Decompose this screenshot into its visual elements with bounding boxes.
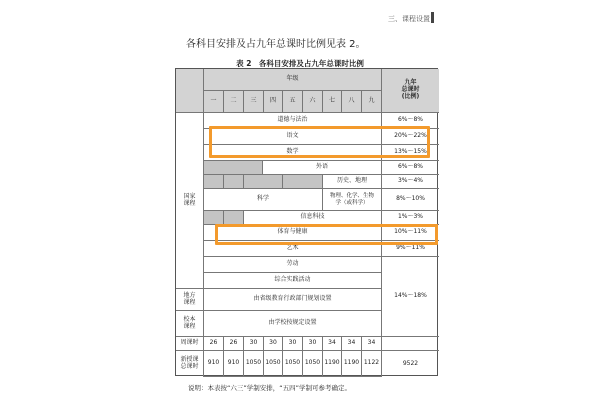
subject-moral: 道德与法治: [204, 113, 382, 129]
footnote: 说明：本表按“六三”学制安排，“五四”学制可参考确定。: [188, 384, 351, 392]
gray-it-1: [204, 211, 224, 225]
gray-g1: [204, 175, 224, 189]
weekly-label: 周课时: [176, 337, 204, 351]
weekly-cell: 34: [323, 337, 342, 351]
subject-foreign: 外语: [263, 161, 382, 175]
school-label: 校本 课程: [176, 311, 204, 337]
weekly-cell: 30: [244, 337, 264, 351]
ratio-history-geo: 3%～4%: [382, 175, 439, 189]
grade-cell: 四: [264, 91, 283, 113]
total-cell: 1190: [342, 351, 362, 377]
local-label: 地方 课程: [176, 289, 204, 311]
subject-school: 由学校按规定设置: [204, 311, 382, 337]
weekly-cell: 26: [204, 337, 224, 351]
national-label: 国家 课程: [176, 113, 204, 289]
subject-labor: 劳动: [204, 257, 382, 273]
highlight-chinese-math: [209, 126, 430, 158]
total-cell: 1190: [323, 351, 342, 377]
subject-art: 艺术: [204, 241, 382, 257]
weekly-cell: 30: [264, 337, 283, 351]
ratio-header: 九年 总课时 (比例): [382, 69, 439, 113]
grand-total: 9522: [402, 359, 419, 367]
ratio-combined: 14%～18%: [382, 257, 439, 337]
ratio-math: 13%～15%: [382, 145, 439, 161]
weekly-cell: 34: [362, 337, 382, 351]
subject-pcb: 物理、化学、生物 学（或科学）: [323, 189, 382, 211]
subject-chinese: 语文: [204, 129, 382, 145]
table-caption: 表 2 各科目安排及占九年总课时比例: [236, 59, 364, 68]
gray-g2: [224, 175, 244, 189]
intro-text: 各科目安排及占九年总课时比例见表 2。: [186, 39, 366, 50]
gray-g3-4: [244, 175, 283, 189]
weekly-cell: 26: [224, 337, 244, 351]
grade-cell: 一: [204, 91, 224, 113]
ratio-foreign: 6%～8%: [382, 161, 439, 175]
ratio-it: 1%～3%: [382, 211, 439, 225]
ratio-art: 9%～11%: [382, 241, 439, 257]
ratio-science: 8%～10%: [382, 189, 439, 211]
subject-science: 科学: [204, 189, 323, 211]
subject-history-geo: 历史、地理: [323, 175, 382, 189]
subject-local: 由省级教育行政部门规划设置: [204, 289, 382, 311]
grade-cell: 七: [323, 91, 342, 113]
gray-g5-6: [283, 175, 323, 189]
subject-math: 数学: [204, 145, 382, 161]
subject-pe: 体育与健康: [204, 225, 382, 241]
weekly-cell: 34: [342, 337, 362, 351]
ratio-pe: 10%～11%: [382, 225, 439, 241]
total-label: 新授课 总课时: [176, 351, 204, 377]
foreign-gray: [204, 161, 263, 175]
header-bar: [431, 12, 434, 23]
weekly-blank: [382, 337, 439, 351]
total-cell: 1050: [264, 351, 283, 377]
corner-cell: [176, 69, 204, 113]
weekly-cell: 30: [303, 337, 323, 351]
grade-cell: 三: [244, 91, 264, 113]
total-cell: 1050: [244, 351, 264, 377]
highlight-pe: [215, 224, 438, 245]
grade-cell: 八: [342, 91, 362, 113]
subject-it: 信息科技: [244, 211, 382, 225]
curriculum-table: [175, 68, 438, 376]
subject-practice: 综合实践活动: [204, 273, 382, 289]
total-cell: 910: [224, 351, 244, 377]
running-header: 三、课程设置: [388, 15, 430, 23]
grade-header: 年级: [204, 69, 382, 91]
ratio-chinese: 20%～22%: [382, 129, 439, 145]
weekly-cell: 30: [283, 337, 303, 351]
ratio-moral: 6%～8%: [382, 113, 439, 129]
grade-cell: 五: [283, 91, 303, 113]
total-cell: 1122: [362, 351, 382, 377]
grade-cell: 二: [224, 91, 244, 113]
total-cell: 910: [204, 351, 224, 377]
total-cell: 1050: [283, 351, 303, 377]
gray-it-2: [224, 211, 244, 225]
grade-cell: 六: [303, 91, 323, 113]
total-cell: 1050: [303, 351, 323, 377]
grade-cell: 九: [362, 91, 382, 113]
